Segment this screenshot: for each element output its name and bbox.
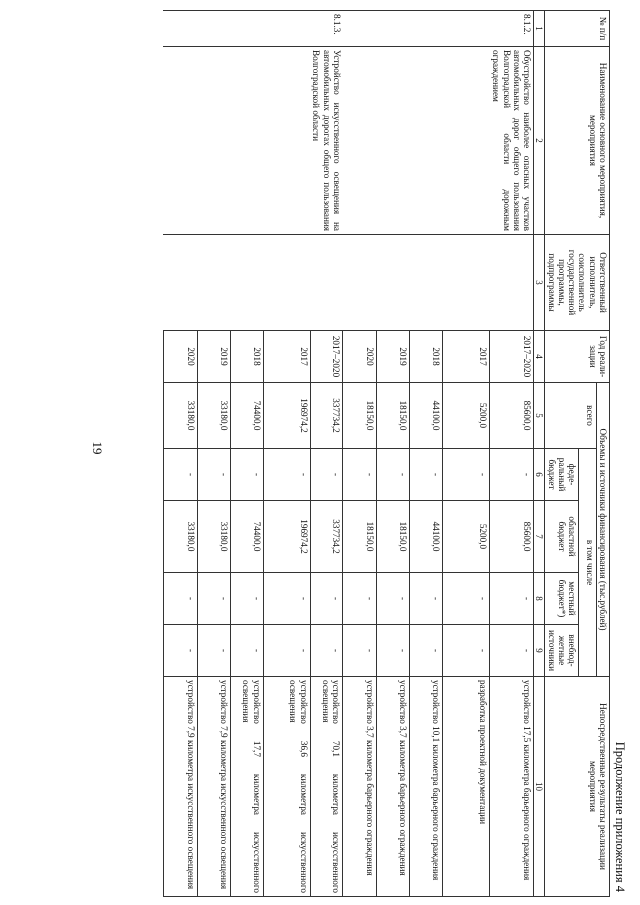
year-cell: 2020 (343, 331, 377, 383)
executor-cell (443, 235, 490, 331)
local-cell: - (410, 573, 443, 625)
extrabudget-cell: - (197, 625, 230, 677)
executor-cell (490, 235, 534, 331)
table-row (163, 11, 197, 897)
col-number: 9 (534, 625, 545, 677)
header-federal: феде- ральный бюджет (545, 449, 579, 501)
total-cell: 74400,0 (230, 383, 263, 449)
total-cell: 33180,0 (197, 383, 230, 449)
table-row (410, 11, 443, 897)
funding-table (163, 10, 610, 897)
col-number: 6 (534, 449, 545, 501)
extrabudget-cell: - (410, 625, 443, 677)
regional-cell: 33180,0 (197, 501, 230, 573)
result-cell: устройство 36,6 километра искусственного освещения (263, 677, 310, 897)
column-numbers-row (534, 11, 545, 897)
federal-cell: - (263, 449, 310, 501)
year-cell: 2020 (163, 331, 197, 383)
local-cell: - (343, 573, 377, 625)
extrabudget-cell: - (163, 625, 197, 677)
result-cell: устройство 70,1 километра искусственного освещения (310, 677, 343, 897)
table-row (230, 11, 263, 897)
executor-cell (410, 235, 443, 331)
total-cell: 337734,2 (310, 383, 343, 449)
col-number: 10 (534, 677, 545, 897)
item-number (443, 11, 490, 47)
table-row (443, 11, 490, 897)
item-number (410, 11, 443, 47)
col-number: 7 (534, 501, 545, 573)
rotated-page-content (130, 10, 627, 896)
extrabudget-cell: - (230, 625, 263, 677)
item-name (443, 47, 490, 235)
executor-cell (310, 235, 343, 331)
result-cell: устройство 7,9 километра искусственного освещения (163, 677, 197, 897)
regional-cell: 18150,0 (343, 501, 377, 573)
federal-cell: - (377, 449, 410, 501)
result-cell: устройство 3,7 километра барьерного ограждения (343, 677, 377, 897)
item-number: 8.1.2. (490, 11, 534, 47)
header-name: Наименование основного мероприятия, мероприятия (545, 47, 610, 235)
total-cell: 5200,0 (443, 383, 490, 449)
federal-cell: - (197, 449, 230, 501)
header-row-1 (596, 11, 609, 897)
year-cell: 2017 (443, 331, 490, 383)
table-row (263, 11, 310, 897)
extrabudget-cell: - (310, 625, 343, 677)
result-cell: устройство 10,1 километра барьерного ограждения (410, 677, 443, 897)
total-cell: 18150,0 (343, 383, 377, 449)
item-number (263, 11, 310, 47)
local-cell: - (377, 573, 410, 625)
regional-cell: 44100,0 (410, 501, 443, 573)
item-name (343, 47, 377, 235)
regional-cell: 85600,0 (490, 501, 534, 573)
local-cell: - (490, 573, 534, 625)
executor-cell (377, 235, 410, 331)
col-number: 8 (534, 573, 545, 625)
item-number (377, 11, 410, 47)
col-number: 1 (534, 11, 545, 47)
total-cell: 44100,0 (410, 383, 443, 449)
federal-cell: - (163, 449, 197, 501)
extrabudget-cell: - (490, 625, 534, 677)
col-number: 4 (534, 331, 545, 383)
executor-cell (263, 235, 310, 331)
total-cell: 18150,0 (377, 383, 410, 449)
federal-cell: - (310, 449, 343, 501)
col-number: 2 (534, 47, 545, 235)
local-cell: - (443, 573, 490, 625)
regional-cell: 337734,2 (310, 501, 343, 573)
header-local: местный бюджет*) (545, 573, 579, 625)
item-name: Обустройство наиболее опасных участков автомобильных дорог общего пользования Волгоградской области дорожным ограждением (490, 47, 534, 235)
header-funding: Объемы и источники финансирования (тыс.рублей) (596, 383, 609, 677)
header-result: Непосредственные результаты реализации мероприятия (545, 677, 610, 897)
local-cell: - (230, 573, 263, 625)
executor-cell (197, 235, 230, 331)
col-number: 3 (534, 235, 545, 331)
result-cell: устройство 3,7 километра барьерного ограждения (377, 677, 410, 897)
federal-cell: - (410, 449, 443, 501)
table-row (197, 11, 230, 897)
item-number: 8.1.3. (310, 11, 343, 47)
header-regional: областной бюджет (545, 501, 579, 573)
result-cell: устройство 17,7 километра искусственного освещения (230, 677, 263, 897)
total-cell: 85600,0 (490, 383, 534, 449)
col-number: 5 (534, 383, 545, 449)
header-executor: Ответственный исполнитель, соисполнитель государственной программы, подпрограммы (545, 235, 610, 331)
extrabudget-cell: - (443, 625, 490, 677)
local-cell: - (310, 573, 343, 625)
item-number (343, 11, 377, 47)
item-name (197, 47, 230, 235)
header-year: Год реали- зации (545, 331, 610, 383)
result-cell: устройство 17,5 километра барьерного ограждения (490, 677, 534, 897)
year-cell: 2018 (230, 331, 263, 383)
item-number (197, 11, 230, 47)
item-name (163, 47, 197, 235)
extrabudget-cell: - (377, 625, 410, 677)
item-name (230, 47, 263, 235)
regional-cell: 196974,2 (263, 501, 310, 573)
regional-cell: 5200,0 (443, 501, 490, 573)
year-cell: 2019 (377, 331, 410, 383)
regional-cell: 18150,0 (377, 501, 410, 573)
total-cell: 33180,0 (163, 383, 197, 449)
federal-cell: - (230, 449, 263, 501)
table-row (377, 11, 410, 897)
executor-cell (163, 235, 197, 331)
header-num: № п/п (545, 11, 610, 47)
item-name: Устройство искусственного освещения на автомобильных дорогах общего пользования Волгоградской области (310, 47, 343, 235)
year-cell: 2019 (197, 331, 230, 383)
local-cell: - (263, 573, 310, 625)
local-cell: - (163, 573, 197, 625)
total-cell: 196974,2 (263, 383, 310, 449)
result-cell: устройство 7,9 километра искусственного освещения (197, 677, 230, 897)
item-name (410, 47, 443, 235)
table-row (343, 11, 377, 897)
local-cell: - (197, 573, 230, 625)
year-cell: 2017–2020 (310, 331, 343, 383)
year-cell: 2017 (263, 331, 310, 383)
extrabudget-cell: - (263, 625, 310, 677)
header-including: в том числе (579, 449, 597, 677)
year-cell: 2017–2020 (490, 331, 534, 383)
item-name (377, 47, 410, 235)
extrabudget-cell: - (343, 625, 377, 677)
result-cell: разработка проектной документации (443, 677, 490, 897)
page-number: 19 (90, 441, 105, 455)
appendix-title: Продолжение приложения 4 (613, 741, 627, 892)
federal-cell: - (490, 449, 534, 501)
item-number (163, 11, 197, 47)
table-row (310, 11, 343, 897)
year-cell: 2018 (410, 331, 443, 383)
federal-cell: - (443, 449, 490, 501)
item-number (230, 11, 263, 47)
item-name (263, 47, 310, 235)
executor-cell (230, 235, 263, 331)
regional-cell: 74400,0 (230, 501, 263, 573)
table-row (490, 11, 534, 897)
federal-cell: - (343, 449, 377, 501)
header-extrabudget: внебюд- жетные источники (545, 625, 579, 677)
header-total: всего (545, 383, 596, 449)
regional-cell: 33180,0 (163, 501, 197, 573)
executor-cell (343, 235, 377, 331)
